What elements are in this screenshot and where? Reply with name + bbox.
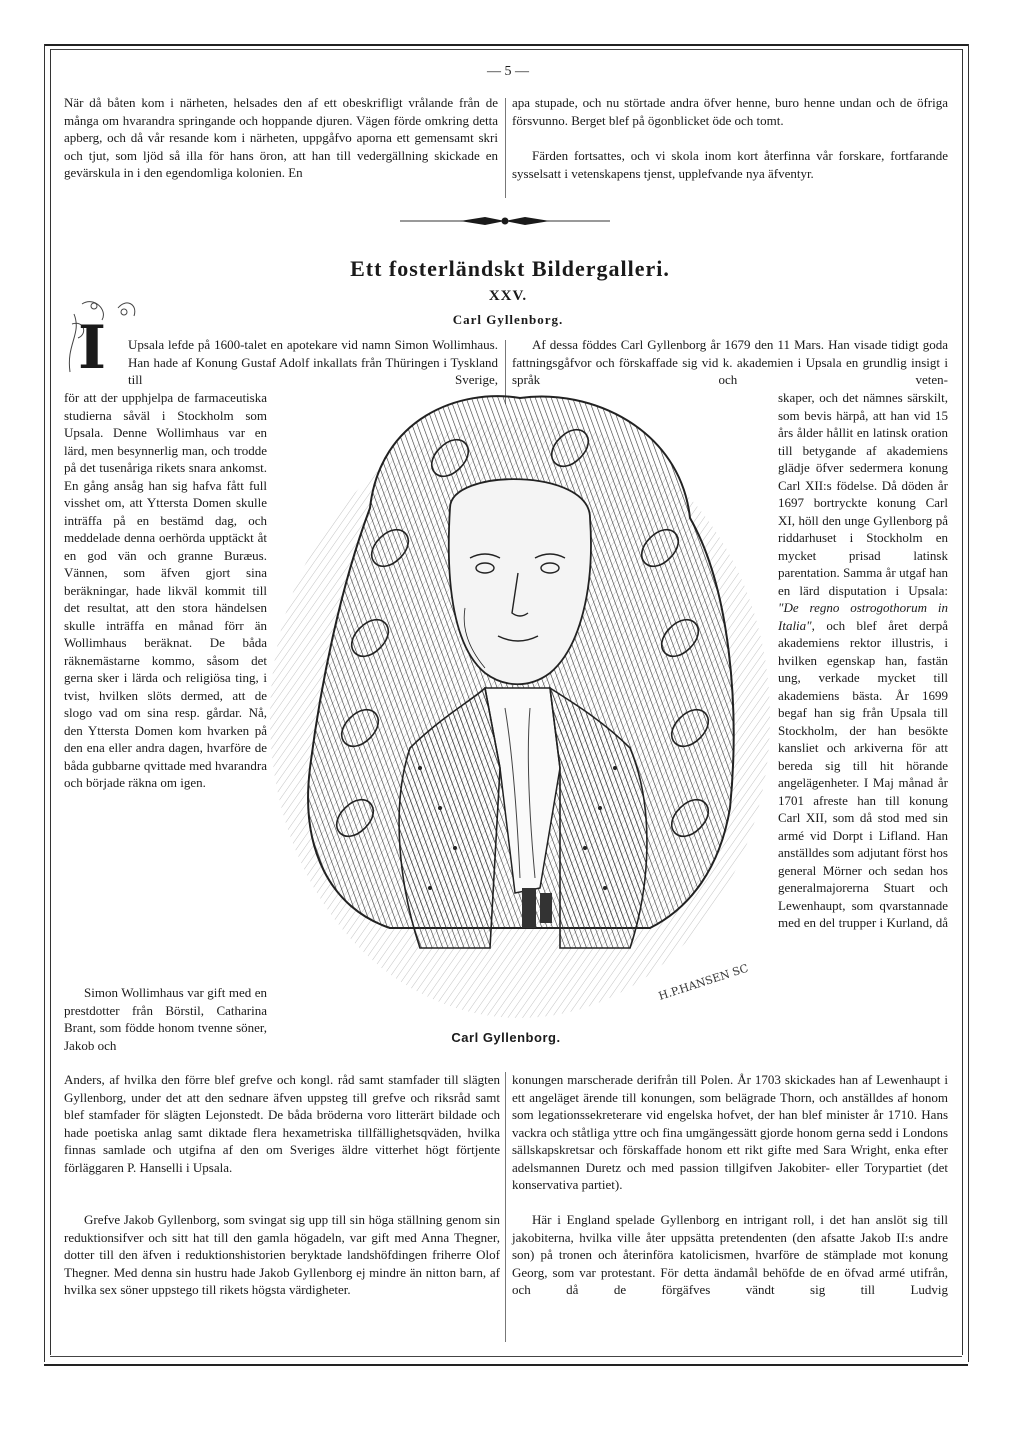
section-number: XXV. <box>488 288 528 304</box>
col2-bottom-paragraph-1: konungen marscherade derifrån till Polen. År 1703 skickades han af Lewenhaupt i ett angeläget ärende till konungen, som belägrade Thorn, och anställdes af honom som legationssekreterare vid engelska hofvet, der han blef minister år 1710. Hans vackra och ståtliga yttre och fina umgängessätt gjorde honom gerna sedd i Londons sällskapskretsar och förskaffade honom ett rikt gifte med Sara Wright, enka efter adelsmannen Duretz och med passion tillgifven Jakobiter- eller Torypartiet (det konservativa partiet). <box>512 1072 948 1192</box>
drop-cap-letter: I <box>78 313 107 378</box>
col1-narrow-text-2: Simon Wollimhaus var gift med en prestdotter från Börstil, Catharina Brant, som födde honom tvenne söner, Jakob och <box>64 985 267 1053</box>
section-title: Ett fosterländskt Bildergalleri. <box>350 256 670 281</box>
page-number: — 5 — <box>487 64 529 79</box>
frame-left-rule <box>44 44 45 1362</box>
portrait-caption: Carl Gyllenborg. <box>451 1030 561 1045</box>
column-rule-bottom <box>505 1072 506 1342</box>
top-left-paragraph: När då båten kom i närheten, helsades den af ett obeskrifligt vrålande från de många om hvarandra springande och hoppande djuren. Vägen förde omkring detta apberg, och då vår resande kom i närheten, uppgåfvo aporna ett gemensamt skri och tjut, som ljöd så illa för hans öron, att han till vedergällning skickade en gevärskula in i den egendomliga kolonien. En <box>64 95 498 180</box>
engraver-signature: H.P.HANSEN SC <box>656 961 750 1003</box>
subject-heading: Carl Gyllenborg. <box>452 312 564 327</box>
dissertation-title: "De regno ostrogothorum in Italia" <box>778 600 948 633</box>
column-rule-top <box>505 98 506 198</box>
col2-narrow-text-a: skaper, och det nämnes särskilt, som bevis härpå, att han vid 15 års ålder hållit en latinsk oration till betygande af akademiens glädje öfver sedermera konung Carl XII:s födelse. Då döden år 1697 bortryckte konung Carl XI, höll den unge Gyllenborg på riddarhuset i Stockholm en mycket prisad latinsk parentation. Samma år utgaf han en lärd disputation i Upsala: <box>778 390 948 598</box>
top-right-paragraph-2: Färden fortsattes, och vi skola inom kort återfinna vår forskare, fortfarande sysselsatt i vetenskapens tjenst, upplefvande nya äfventyr. <box>512 148 948 181</box>
portrait-engraving <box>260 388 780 1036</box>
col2-first-lines: Af dessa föddes Carl Gyllenborg år 1679 den 11 Mars. Han visade tidigt goda fattningsgåfvor och förskaffade sig vid k. akademien i Upsala en grundlig insigt i språk och veten- <box>512 337 948 387</box>
col2-narrow-text <box>778 389 948 932</box>
frame-right-rule <box>968 44 969 1362</box>
frame-left-rule-inner <box>50 49 51 1355</box>
col2-narrow-text-b: , och blef året derpå akademiens rektor illustris, i hvilken egenskap han, fastän ung, verkade mycket till akademiens bästa. År 1699 begaf han sig från Upsala till Stockholm, der han besökte kansliet och arkiverna för att bereda sig till hit hörande angelägenheter. I Maj månad år 1701 afreste han till konung Carl XII, som då stod med sin armé vid Dorpt i Lifland. Han anställdes som adjutant först hos general Mörner och sedan hos generalmajorerna Stuart och Lewenhaupt, som qvarstannade med en del trupper i Kurland, då <box>778 617 948 930</box>
col1-narrow-text: för att der upphjelpa de farmaceutiska studierna såväl i Stockholm som Upsala. Denne Wollimhaus var en lärd, men besynnerlig man, och trodde på det tusenåriga rikets snara ankomst. En gång ansåg han sig hafva fått full visshet om, att Yttersta Domen skulle inträffa på en bestämd dag, och meddelade denna oerhörda upptäckt åt en god vän och granne Buræus. Vännen, som äfven gjort sina beräkningar, hade likväl kommit till det resultat, att den stora händelsen skulle inträffa en månad förr än Wollimhaus beräknat. De båda räknemästarne kommo, såsom det gerna sker i lärda och religiösa ting, i tvist, hvilken slöts dermed, att de slogo vad om sina resp. gårdar. Nå, den Yttersta Domen kom hvarken på den ena eller andra dagen, hvarföre de båda gubbarne qvittade med hvarandra och började räkna om igen. <box>64 390 267 790</box>
col1-bottom-paragraph-1: Anders, af hvilka den förre blef grefve och kongl. råd samt stamfader till slägten Gyllenborg, under det att den sednare äfven uppsteg till grefve och riksråd samt blef stamfader för slägten Lejonstedt. De båda bröderna voro litterärt bildade och hade poetiska anlag samt diktade flera hexametriska tillfällighetsqväden, hvilka finnas samlade och utgifna af den om Sveriges äldre vitterhet högt förtjente förläggaren P. Hanselli i Upsala. <box>64 1072 500 1175</box>
frame-right-rule-inner <box>962 49 963 1355</box>
ornamental-divider <box>400 214 610 228</box>
col2-bottom-paragraph-2: Här i England spelade Gyllenborg en intrigant roll, i det han anslöt sig till jakobiterna, hvilka ville åter uppsätta pretendenten (den afsatte Jakob II:s andre son) på tronen och återinföra katolicismen, hvarföre de stämplade mot konung Georg, som var protestant. För detta ändamål behöfde de en öfvad armé utifrån, och då de förgäfves vändt sig till Ludvig <box>512 1212 948 1297</box>
col1-first-lines: Upsala lefde på 1600-talet en apotekare vid namn Simon Wollimhaus. Han hade af Konung Gustaf Adolf inkallats från Thüringen i Tyskland till Sverige, <box>128 337 498 387</box>
col1-bottom-paragraph-2: Grefve Jakob Gyllenborg, som svingat sig upp till sin höga ställning genom sin reduktionsifver och sitt hat till den gamla högadeln, var gift med Anna Thegner, dotter till den äfven i reduktionshistorien beryktade landshöfdingen friherre Olof Thegner. Med denna sin hustru hade Jakob Gyllenborg ej mindre än nitton barn, af hvilka sex söner uppstego till rikets högsta värdigheter. <box>64 1212 500 1297</box>
top-right-paragraph-1: apa stupade, och nu störtade andra öfver henne, buro henne undan och de öfriga försvunno. Berget blef på ögonblicket öde och tomt. <box>512 95 948 128</box>
